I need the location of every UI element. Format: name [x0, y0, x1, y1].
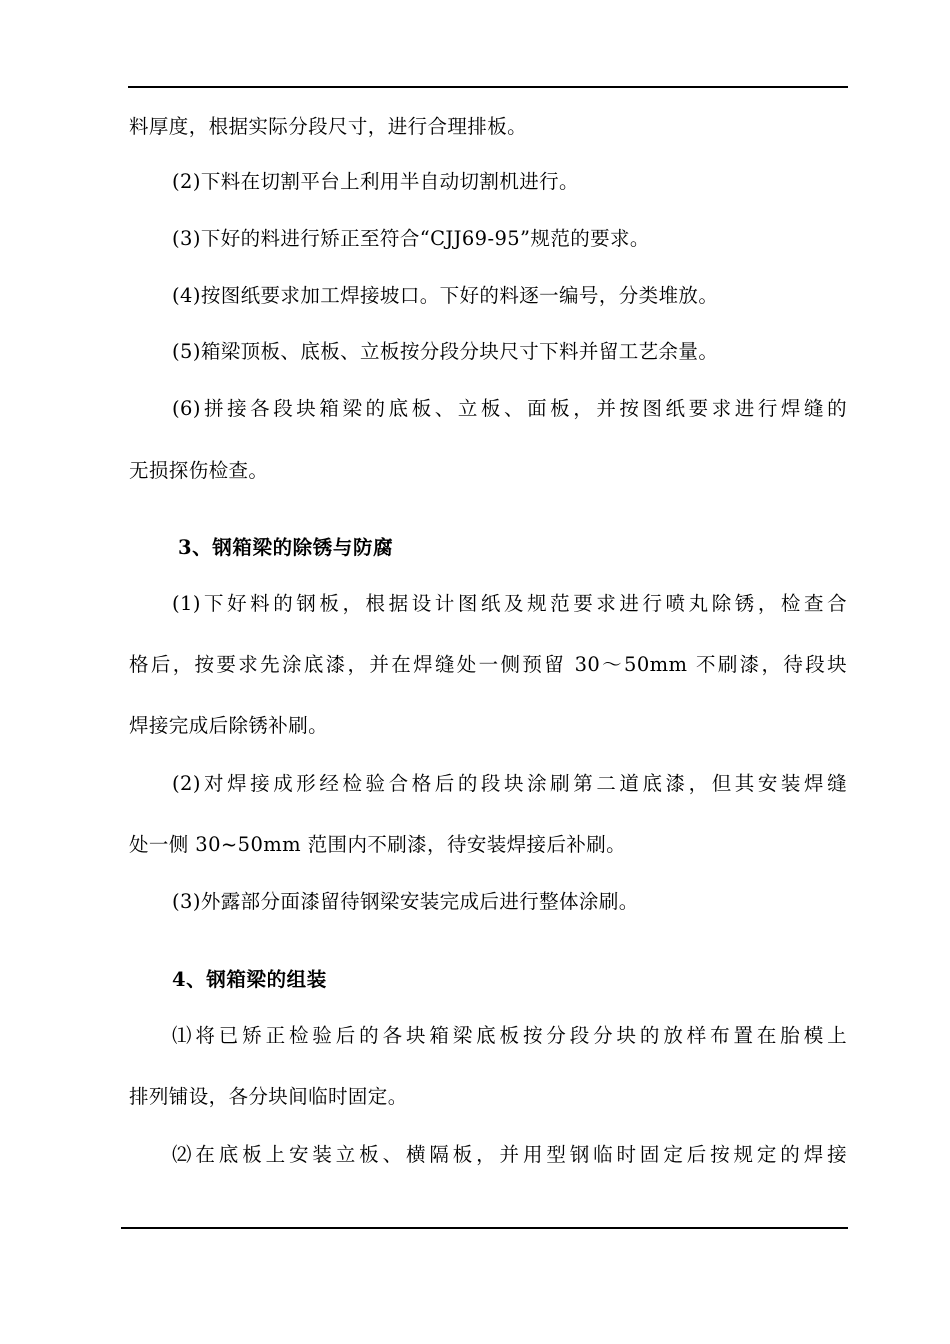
paragraph-line: (3)下好的料进行矫正至符合“CJJ69-95”规范的要求。 [172, 227, 650, 250]
paragraph-line: 焊接完成后除锈补刷。 [129, 714, 329, 737]
paragraph-line: (3)外露部分面漆留待钢梁安装完成后进行整体涂刷。 [172, 890, 639, 913]
section-heading: 4、钢箱梁的组装 [172, 968, 327, 991]
paragraph-line: (5)箱梁顶板、底板、立板按分段分块尺寸下料并留工艺余量。 [172, 340, 719, 363]
paragraph-line: (2)下料在切割平台上利用半自动切割机进行。 [172, 170, 579, 193]
section-heading: 3、钢箱梁的除锈与防腐 [178, 536, 394, 559]
paragraph-line: 料厚度，根据实际分段尺寸，进行合理排板。 [129, 115, 528, 138]
paragraph-line: (4)按图纸要求加工焊接坡口。下好的料逐一编号，分类堆放。 [172, 284, 719, 307]
paragraph-line: 无损探伤检查。 [129, 459, 269, 482]
footer-rule [121, 1227, 848, 1229]
paragraph-line: 排列铺设，各分块间临时固定。 [129, 1085, 408, 1108]
paragraph-line: (6)拼接各段块箱梁的底板、立板、面板，并按图纸要求进行焊缝的 [172, 397, 847, 420]
header-rule [128, 86, 848, 88]
paragraph-line: 处一侧 30~50mm 范围内不刷漆，待安装焊接后补刷。 [129, 833, 627, 856]
paragraph-line: (2)对焊接成形经检验合格后的段块涂刷第二道底漆，但其安装焊缝 [172, 772, 847, 795]
paragraph-line: 格后，按要求先涂底漆，并在焊缝处一侧预留 30～50mm 不刷漆，待段块 [129, 653, 847, 676]
paragraph-line: ⑵在底板上安装立板、横隔板，并用型钢临时固定后按规定的焊接 [172, 1143, 847, 1166]
paragraph-line: ⑴将已矫正检验后的各块箱梁底板按分段分块的放样布置在胎模上 [172, 1024, 847, 1047]
paragraph-line: (1)下好料的钢板，根据设计图纸及规范要求进行喷丸除锈，检查合 [172, 592, 847, 615]
